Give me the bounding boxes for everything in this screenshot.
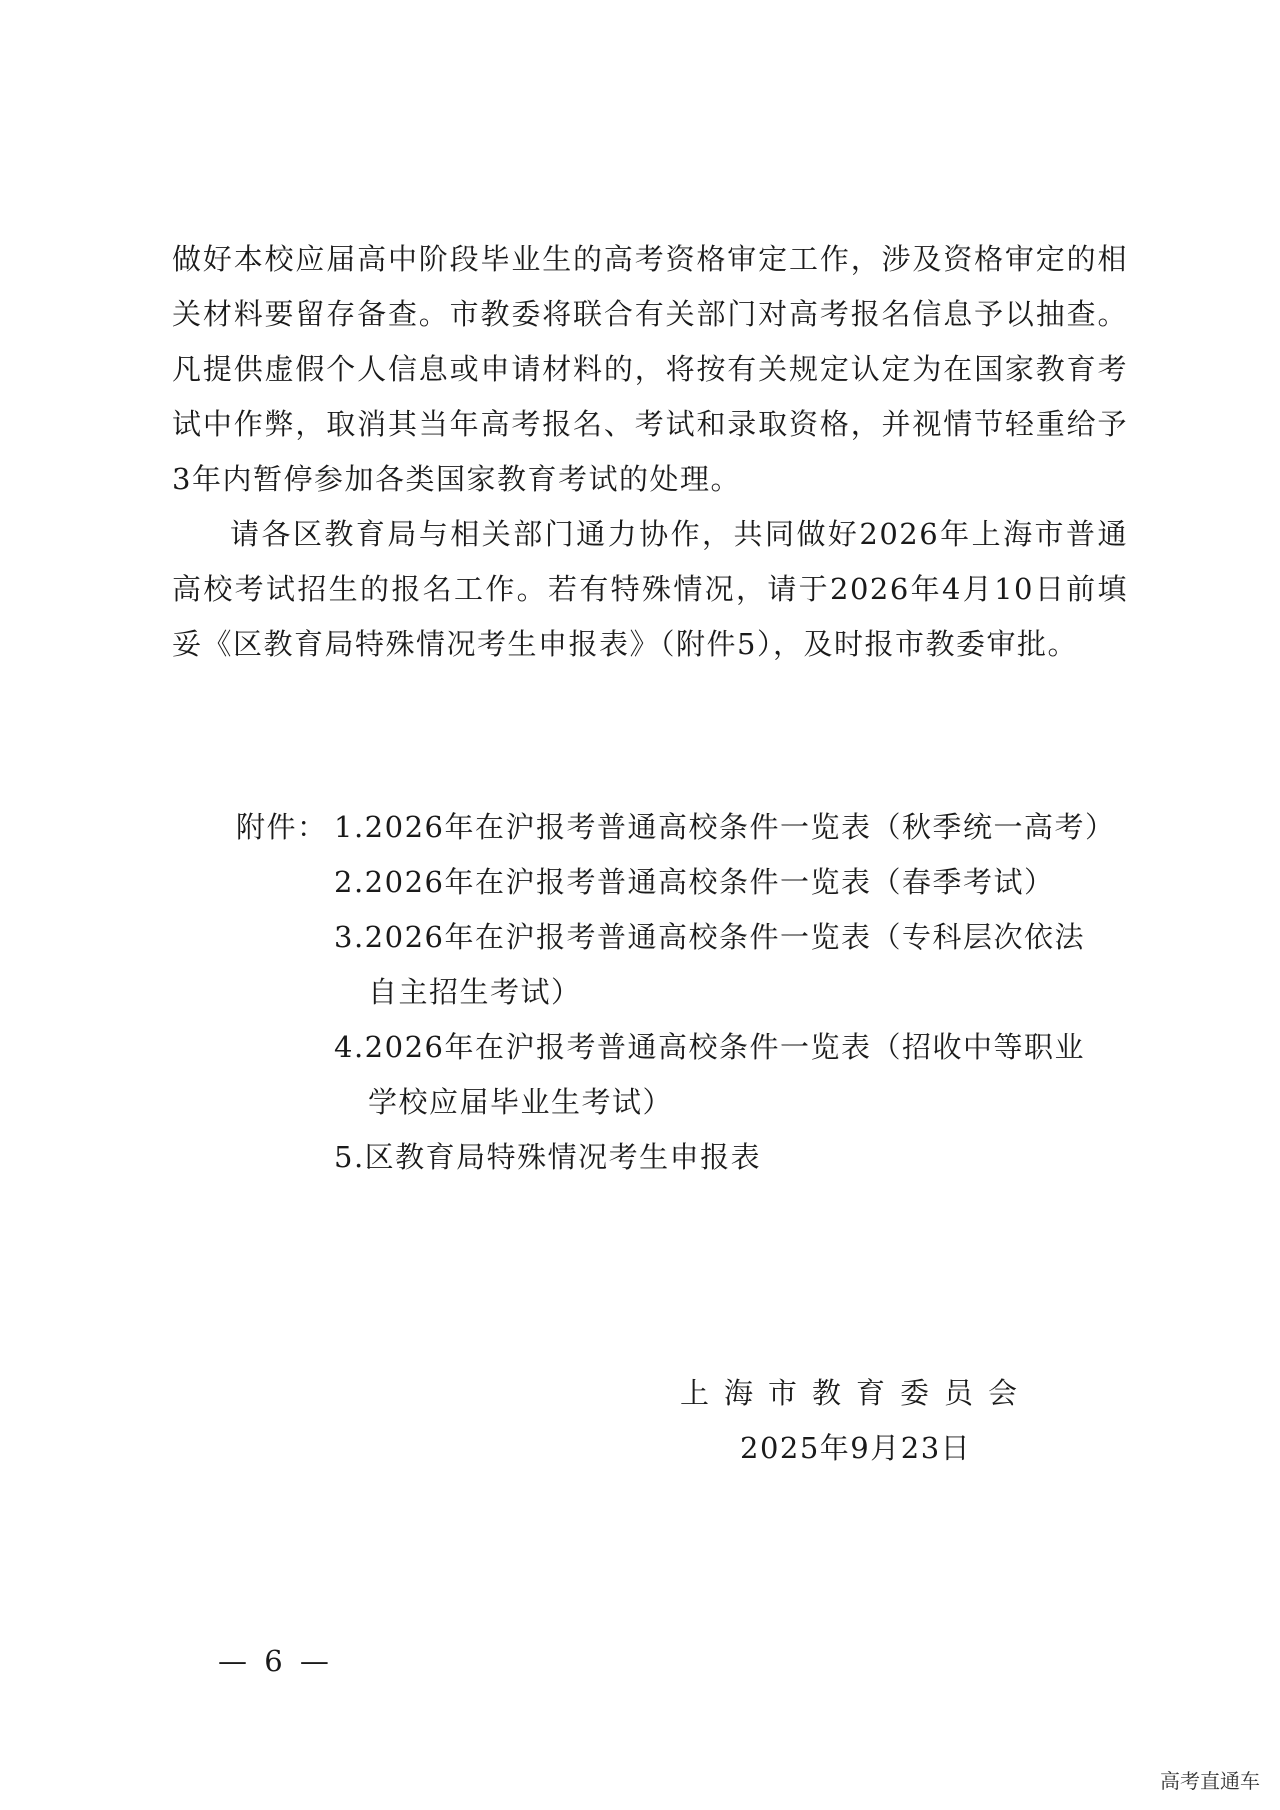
- attachment-number: 3.: [334, 920, 365, 954]
- paragraph-registration-cooperation: 请各区教育局与相关部门通力协作，共同做好2026年上海市普通高校考试招生的报名工作。若有特殊情况，请于2026年4月10日前填妥《区教育局特殊情况考生申报表》（附件5），及时报市教委审批。: [172, 517, 1128, 661]
- attachment-number: 1.: [334, 810, 365, 844]
- attachment-title: 区教育局特殊情况考生申报表: [364, 1140, 762, 1174]
- attachment-item-3: [236, 910, 1136, 1020]
- attachment-item-5: [236, 1130, 1136, 1185]
- watermark-text: 高考直通车: [1154, 1763, 1266, 1796]
- attachment-title: 2026年在沪报考普通高校条件一览表（专科层次依法: [364, 920, 1085, 954]
- body-text: [172, 232, 1128, 672]
- attachment-title: 2026年在沪报考普通高校条件一览表（春季考试）: [364, 865, 1055, 899]
- issue-date: 2025年9月23日: [740, 1431, 972, 1465]
- attachment-item-4: [236, 1020, 1136, 1130]
- attachments-list: [236, 800, 1136, 1185]
- attachment-item-2: [236, 855, 1136, 910]
- attachment-title-continued: 自主招生考试）: [368, 975, 582, 1009]
- attachment-number: 4.: [334, 1030, 365, 1064]
- issuing-organization: 上海市教育委员会: [680, 1376, 1033, 1410]
- page-number: — 6 —: [218, 1644, 333, 1678]
- attachment-title-continued: 学校应届毕业生考试）: [368, 1085, 674, 1119]
- paragraph-qualification-review: 做好本校应届高中阶段毕业生的高考资格审定工作，涉及资格审定的相关材料要留存备查。市教委将联合有关部门对高考报名信息予以抽查。凡提供虚假个人信息或申请材料的，将按有关规定认定为在国家教育考试中作弊，取消其当年高考报名、考试和录取资格，并视情节轻重给予3年内暂停参加各类国家教育考试的处理。: [172, 242, 1128, 496]
- attachment-number: 2.: [334, 865, 365, 899]
- signature-block: [680, 1366, 1080, 1476]
- attachments-label: 附件：: [236, 810, 328, 844]
- attachment-title: 2026年在沪报考普通高校条件一览表（招收中等职业: [364, 1030, 1085, 1064]
- attachment-number: 5.: [334, 1140, 365, 1174]
- attachment-item-1: [236, 800, 1136, 855]
- attachment-title: 2026年在沪报考普通高校条件一览表（秋季统一高考）: [364, 810, 1116, 844]
